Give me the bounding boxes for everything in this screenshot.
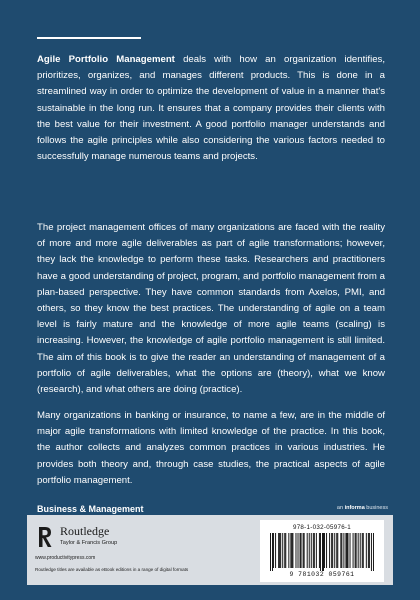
barcode-bar	[362, 533, 363, 568]
barcode-bar	[324, 533, 325, 568]
blurb-lead-title: Agile Portfolio Management	[37, 54, 175, 65]
barcode-bar	[290, 533, 291, 568]
informa-tagline	[337, 505, 388, 511]
barcode-bar	[358, 533, 359, 568]
barcode-bar	[322, 533, 323, 571]
barcode-bar	[334, 533, 335, 568]
barcode-bar	[304, 533, 305, 568]
publisher-band	[27, 515, 393, 585]
blurb-paragraph-3: Many organizations in banking or insurance, to name a few, are in the middle of major agile transformations with limited knowledge of the practice. In this book, the author collects and analyzes common practices in various industries. He provides both theory and, through case studies, the practical aspects of agile portfolio management.	[37, 410, 385, 486]
barcode-bar	[272, 533, 273, 571]
barcode-bar	[270, 533, 271, 571]
routledge-logo-icon	[35, 525, 55, 549]
barcode-bar	[340, 533, 341, 568]
isbn-label: 978-1-032-05976-1	[292, 524, 352, 531]
barcode-bar	[347, 533, 348, 568]
isbn-barcode	[260, 520, 384, 582]
barcode-bar	[343, 533, 344, 568]
ebook-note: Routledge titles are available as eBook editions in a range of digital formats	[35, 567, 189, 572]
barcode-bar	[353, 533, 354, 568]
barcode-bar	[337, 533, 338, 568]
informa-suffix: business	[364, 505, 388, 511]
barcode-bar	[311, 533, 312, 568]
barcode-bar	[298, 533, 299, 568]
barcode-bar	[295, 533, 296, 568]
barcode-bar	[369, 533, 370, 568]
publisher-name: Routledge	[60, 524, 110, 538]
barcode-bar	[280, 533, 281, 568]
barcode-bar	[300, 533, 301, 568]
barcode-bar	[329, 533, 330, 568]
barcode-bar	[320, 533, 321, 571]
barcode-bar	[373, 533, 374, 571]
barcode-bar	[366, 533, 367, 568]
publisher-block	[35, 522, 235, 578]
barcode-bar	[309, 533, 310, 568]
barcode-bar	[336, 533, 337, 568]
barcode-bar	[371, 533, 372, 571]
barcode-bar	[316, 533, 317, 568]
barcode-bar	[341, 533, 342, 568]
barcode-bar	[323, 533, 324, 571]
barcode-bar	[291, 533, 292, 568]
barcode-bar	[368, 533, 369, 568]
publisher-group: Taylor & Francis Group	[60, 540, 118, 546]
barcode-bar	[345, 533, 346, 568]
barcode-bar	[279, 533, 280, 568]
barcode-bar	[355, 533, 356, 568]
publisher-url: www.productivitypress.com	[35, 555, 96, 561]
barcode-bar	[284, 533, 285, 568]
barcode-bar	[356, 533, 357, 568]
barcode-bar	[303, 533, 304, 568]
barcode-bar	[326, 533, 327, 568]
barcode-bar	[275, 533, 276, 568]
barcode-bar	[332, 533, 333, 568]
barcode-bar	[273, 533, 274, 568]
blurb-paragraph-1-text: deals with how an organization identifies, prioritizes, organizes, and manages different products. This is done in a streamlined way in order to optimize the development of value in a manner that's sustainable in the long run. It ensures that a company provides their clients with the best value for their investment. A good portfolio manager understands and follows the agile principles while also considering the various factors needed to successfully manage numerous teams and projects.	[37, 54, 385, 163]
barcode-bar	[307, 533, 308, 568]
barcode-bar	[350, 533, 351, 568]
top-rule	[37, 37, 141, 39]
barcode-bar	[346, 533, 347, 568]
barcode-bar	[282, 533, 283, 568]
barcode-bar	[360, 533, 361, 568]
isbn-digits: 9 781032 059761	[289, 571, 355, 578]
informa-prefix: an	[336, 505, 345, 511]
barcode-bar	[363, 533, 364, 568]
barcode-bar	[278, 533, 279, 568]
barcode-bar	[331, 533, 332, 568]
informa-brand: informa	[344, 505, 365, 511]
barcode-bar	[285, 533, 286, 568]
blurb-paragraph-2: The project management offices of many organizations are faced with the reality of more and more agile deliverables as part of agile transformations; however, they lack the knowledge to perform these tasks. Researchers and practitioners have a good understanding of project, program, and portfolio management from a plan-based perspective. They have common standards from Axelos, PMI, and others, so they know the best practices. The understanding of agile on a team level is fairly mature and the knowledge of more agile teams (scaling) is increasing. However, the knowledge of agile portfolio management is still limited. The aim of this book is to give the reader an understanding of management of a portfolio of agile deliverables, what the options are (theory), what we know (research), and what others are doing (practice).	[37, 222, 385, 396]
barcode-bar	[301, 533, 302, 568]
barcode-bar	[292, 533, 293, 568]
barcode-bar	[319, 533, 320, 568]
barcode-bar	[288, 533, 289, 568]
barcode-bars	[270, 533, 374, 571]
blurb-paragraph-1	[37, 52, 385, 165]
barcode-bar	[313, 533, 314, 568]
barcode-bar	[314, 533, 315, 568]
category-label: Business & Management	[37, 504, 144, 514]
